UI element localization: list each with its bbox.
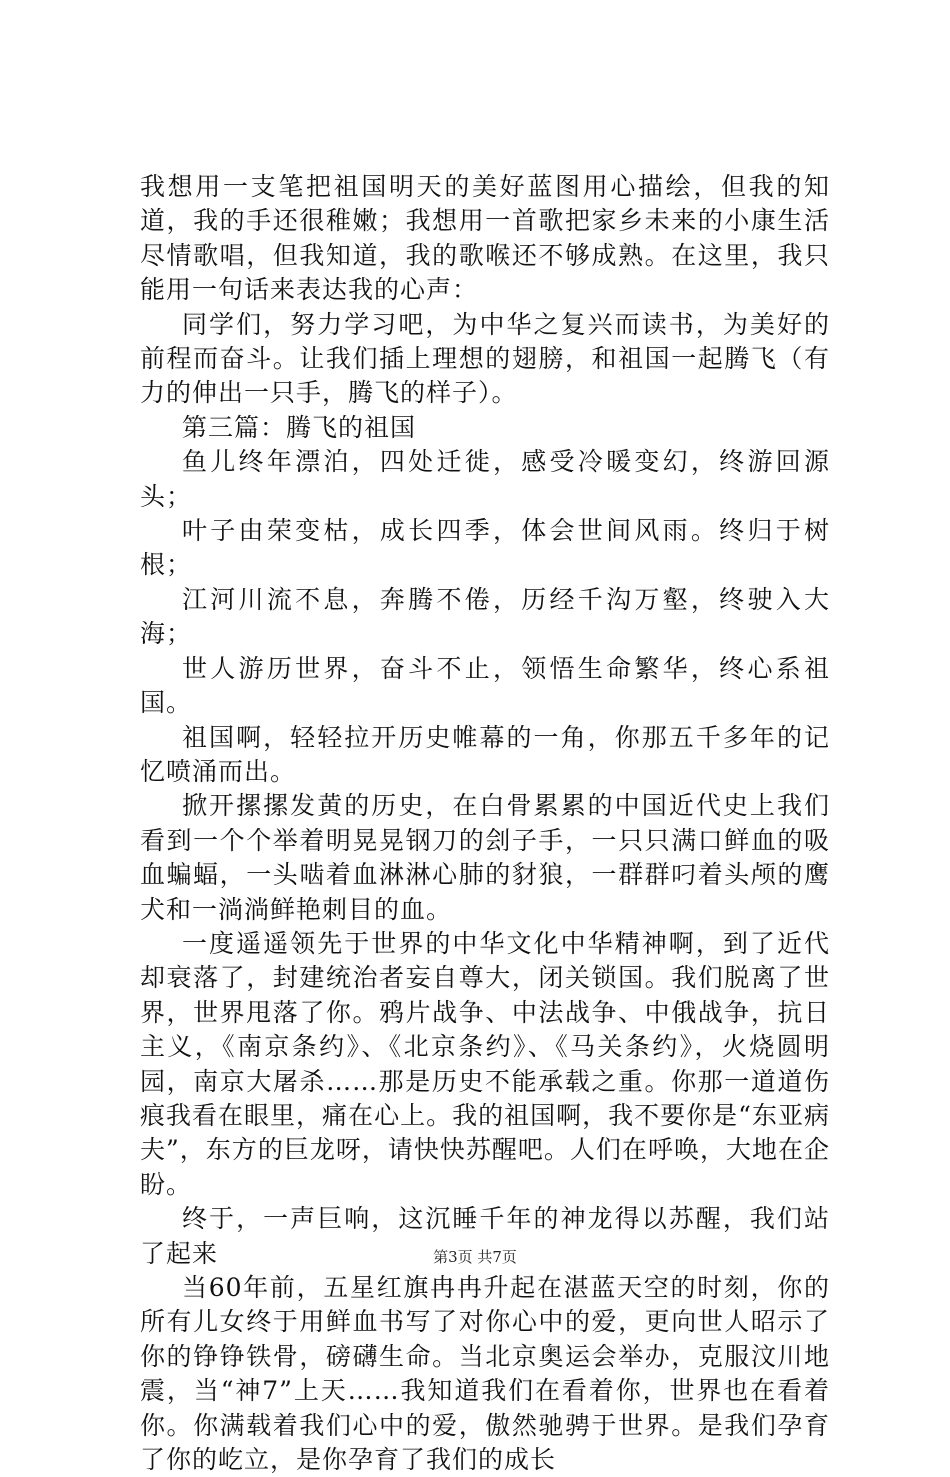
- verse-line-4: 世人游历世界，奋斗不止，领悟生命繁华，终心系祖国。: [140, 653, 830, 718]
- paragraph-6: 终于，一声巨响，这沉睡千年的神龙得以苏醒，我们站了起来: [140, 1204, 830, 1268]
- paragraph-5: 一度遥遥领先于世界的中华文化中华精神啊，到了近代却衰落了，封建统治者妄自尊大，闭关锁国。我们脱离了世界，世界甩落了你。鸦片战争、中法战争、中俄战争，抗日主义，《南京条约》、《北京条约》、《马关条约》，火烧圆明园，南京大屠杀……那是历史不能承载之重。你那一道道伤痕我看在眼里，痛在心上。我的祖国啊，我不要你是“东亚病夫”，东方的巨龙呀，请快快苏醒吧。人们在呼唤，大地在企盼。: [140, 928, 830, 1199]
- verse-line-3: 江河川流不息，奔腾不倦，历经千沟万壑，终驶入大海；: [140, 584, 830, 649]
- document-body: [140, 170, 830, 1477]
- paragraph-4: 掀开摞摞发黄的历史，在白骨累累的中国近代史上我们看到一个个举着明晃晃钢刀的刽子手，一只只满口鲜血的吸血蝙蝠，一头啮着血淋淋心肺的豺狼，一群群叼着头颅的鹰犬和一淌淌鲜艳刺目的血。: [140, 791, 830, 924]
- section-heading: 第三篇：腾飞的祖国: [182, 412, 417, 442]
- verse-line-1: 鱼儿终年漂泊，四处迁徙，感受冷暖变幻，终游回源头；: [140, 447, 830, 511]
- paragraph-1: 我想用一支笔把祖国明天的美好蓝图用心描绘，但我的知道，我的手还很稚嫩；我想用一首歌把家乡未来的小康生活尽情歌唱，但我知道，我的歌喉还不够成熟。在这里，我只能用一句话来表达我的心声：: [140, 172, 830, 305]
- page-footer: [0, 1246, 950, 1267]
- paragraph-2: 同学们，努力学习吧，为中华之复兴而读书，为美好的前程而奋斗。让我们插上理想的翅膀，和祖国一起腾飞（有力的伸出一只手，腾飞的样子）。: [140, 309, 830, 408]
- paragraph-3: 祖国啊，轻轻拉开历史帷幕的一角，你那五千多年的记忆喷涌而出。: [140, 722, 830, 786]
- page-number: 第3页 共7页: [433, 1248, 517, 1266]
- verse-line-2: 叶子由荣变枯，成长四季，体会世间风雨。终归于树根；: [140, 516, 830, 580]
- paragraph-7: 当60年前，五星红旗冉冉升起在湛蓝天空的时刻，你的所有儿女终于用鲜血书写了对你心中的爱，更向世人昭示了你的铮铮铁骨，磅礴生命。当北京奥运会举办，克服汶川地震，当“神7”上天……我知道我们在看着你，世界也在看着你。你满载着我们心中的爱，傲然驰骋于世界。是我们孕育了你的屹立，是你孕育了我们的成长: [140, 1273, 830, 1475]
